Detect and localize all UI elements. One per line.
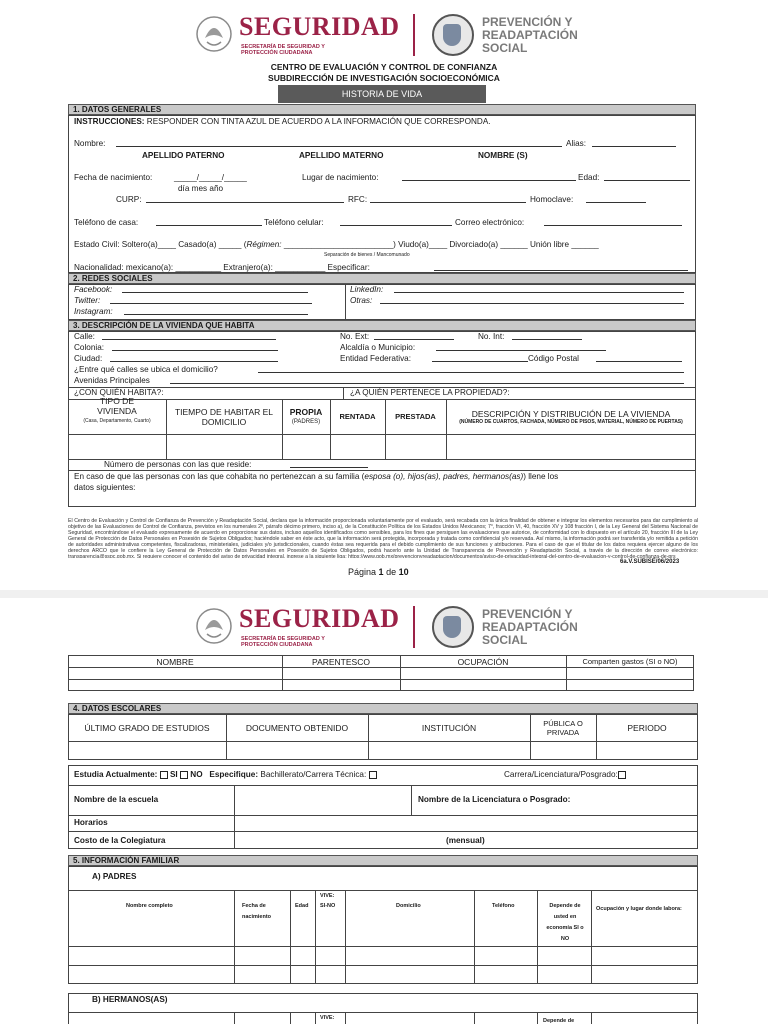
rule bbox=[68, 741, 698, 742]
apellido-materno-caption: APELLIDO MATERNO bbox=[299, 151, 384, 160]
lugar-nac-field[interactable] bbox=[402, 173, 576, 181]
padres-box bbox=[68, 866, 698, 984]
col-descripcion: DESCRIPCIÓN Y DISTRIBUCIÓN DE LA VIVIENDA (NÚMERO DE CUARTOS, FACHADA, NÚMERO DE PISOS, MATERIAL, NÚMERO DE PUERTAS) bbox=[459, 408, 683, 425]
fam-col-domicilio: Domicilio bbox=[396, 903, 421, 909]
si-checkbox[interactable] bbox=[160, 771, 168, 779]
cp-field[interactable] bbox=[596, 354, 682, 362]
twitter-label: Twitter: bbox=[74, 296, 101, 305]
caso-text: En caso de que las personas con las que cohabita no pertenezcan a su familia (esposa (o), hijos(as), padres, hermanos(as)) llene los bbox=[74, 472, 559, 481]
cohab-col-gastos: Comparten gastos (SI o NO) bbox=[582, 656, 678, 666]
prevencion-logo-text: PREVENCIÓN Y READAPTACIÓN SOCIAL bbox=[482, 15, 578, 55]
horarios-label: Horarios bbox=[74, 818, 108, 827]
section-2-divider bbox=[345, 284, 346, 320]
dia-mes-anio-caption: día mes año bbox=[178, 184, 224, 193]
fecha-nac-field[interactable]: _____/_____/_____ bbox=[174, 173, 247, 182]
header-line-1: CENTRO DE EVALUACIÓN Y CONTROL DE CONFIANZA bbox=[270, 62, 498, 72]
rule bbox=[68, 785, 698, 786]
rule bbox=[68, 946, 698, 947]
esc-col-documento: DOCUMENTO OBTENIDO bbox=[245, 723, 349, 733]
nacionalidad: Nacionalidad: mexicano(a): __________ Extranjero(a): ___________ Especificar: bbox=[74, 263, 370, 272]
coat-of-arms-icon bbox=[195, 12, 233, 56]
fam-col-depende: Depende de usted en economía SI o NO bbox=[546, 903, 584, 942]
section-2-title: 2. REDES SOCIALES bbox=[68, 273, 696, 284]
esc-col-publica: PÚBLICA O PRIVADA bbox=[543, 719, 583, 737]
brand-title: SEGURIDAD bbox=[239, 604, 400, 633]
section-1-title: 1. DATOS GENERALES bbox=[68, 104, 696, 115]
cohab-col-ocupacion: OCUPACIÓN bbox=[457, 656, 509, 667]
rule bbox=[68, 965, 698, 966]
linkedin-field[interactable] bbox=[394, 285, 684, 293]
fam-col-telefono: Teléfono bbox=[492, 903, 515, 909]
col-rentada: RENTADA bbox=[339, 412, 376, 421]
col-tipo-vivienda: TIPO DE VIVIENDA (Casa, Departamento, Cuarto) bbox=[83, 396, 151, 424]
page-separator bbox=[0, 590, 768, 598]
rule bbox=[234, 1012, 235, 1024]
rule bbox=[68, 679, 694, 680]
estudia-row: Estudia Actualmente: SI NO Especifique: Bachillerato/Carrera Técnica: bbox=[74, 770, 377, 780]
fam-col-fecha: Fecha de nacimiento bbox=[242, 903, 272, 920]
rule bbox=[68, 815, 698, 816]
fam-col-edad: Edad bbox=[295, 903, 309, 909]
entre-calles-label: ¿Entre qué calles se ubica el domicilio? bbox=[74, 365, 218, 374]
rule bbox=[315, 1012, 316, 1024]
instagram-label: Instagram: bbox=[74, 307, 113, 316]
herm-col-vive: VIVE: bbox=[320, 1015, 335, 1021]
nombre-lic-label: Nombre de la Licenciatura o Posgrado: bbox=[418, 795, 571, 804]
con-quien-label: ¿CON QUIÉN HABITA?: bbox=[74, 388, 164, 397]
nombre-field[interactable] bbox=[116, 139, 562, 147]
header-logos-p2 bbox=[195, 600, 585, 660]
entidad-field[interactable] bbox=[432, 354, 528, 362]
correo-label: Correo electrónico: bbox=[455, 218, 525, 227]
form-code: 6a.V.SUBISE/06/2023 bbox=[620, 559, 680, 565]
colonia-field[interactable] bbox=[112, 343, 278, 351]
fam-col-nombre: Nombre completo bbox=[126, 903, 173, 909]
carrera-option: Carrera/Licenciatura/Posgrado: bbox=[504, 770, 626, 780]
brand-title: SEGURIDAD bbox=[239, 12, 400, 41]
rfc-label: RFC: bbox=[348, 195, 368, 204]
no-int-field[interactable] bbox=[512, 332, 582, 340]
prs-seal-icon bbox=[432, 606, 474, 648]
alias-field[interactable] bbox=[592, 139, 676, 147]
no-ext-field[interactable] bbox=[374, 332, 454, 340]
rule bbox=[345, 890, 346, 984]
num-personas-label: Número de personas con las que reside: bbox=[104, 460, 252, 469]
header-logos bbox=[195, 8, 585, 68]
rule bbox=[68, 831, 698, 832]
calle-field[interactable] bbox=[102, 332, 276, 340]
caso-text-2: datos siguientes: bbox=[74, 483, 136, 492]
herm-col-depende: Depende de bbox=[543, 1018, 575, 1024]
no-int-label: No. Int: bbox=[478, 332, 505, 341]
rule bbox=[68, 890, 698, 891]
coat-of-arms-icon bbox=[195, 604, 233, 648]
rule bbox=[343, 387, 344, 399]
rule bbox=[474, 890, 475, 984]
section-5-title: 5. INFORMACIÓN FAMILIAR bbox=[68, 855, 698, 866]
divider bbox=[413, 606, 415, 648]
tel-cel-label: Teléfono celular: bbox=[264, 218, 324, 227]
divider bbox=[413, 14, 415, 56]
homoclave-field[interactable] bbox=[586, 195, 646, 203]
legal-notice: El Centro de Evaluación y Control de Confianza de Prevención y Readaptación Social, declara que la información proporcionada voluntariamente por el evaluado, será recabada con la única finalidad de obtener e integrar los elementos necesarios para dar cumplimiento al objetivo de las Evaluaciones de Control de Confianza, previstos en los numerales 2º, párrafo décimo primero, inciso a), de la Constitución Política de los Estados Unidos Mexicanos; 7°, fracción VI, 40, fracción XV y 108 fracción I, de la Ley General del Sistema Nacional de Seguridad, encontrándose el evaluado expresamente de acuerdo en proporcionar sus datos, incluso aquellos identificados como sensibles, para los fines que persiguen las evaluaciones que autorice, de conformidad con lo dispuesto en el artículo 20, fracción III de la Ley General de Protección de Datos Personales en Posesión de Sujetos Obligados; haciéndole saber en éste acto, que la información será protegida, incorporada y tratada como confidencial y/o reservada. Así mismo, la información podrá ser transferida y/o remitida a petición de autoridades administrativas competentes, fiscalizadoras, ministeriales, judiciales y/o jurisdiccionales, cuando éstas sea requerida para el debido cumplimiento de sus funciones y atribuciones. Para el caso de que el titular de los datos requiera ejercer alguno de los derechos ARCO que le confiere la Ley General de Protección de Datos Personales en Posesión de Sujetos Obligados, podrá hacerlo ante la Unidad de Transparencia de Prevención y Readaptación Social, a través de la dirección de correo electrónico: transparencia@sspc.gob.mx. Si requiere conocer el contenido del aviso de privacidad integral, ingrese a la siguiente liga: https://www.gob.mx/prevencionyreadaptacion/documentos/aviso-de-privacidad-integral-del-centro-de-evaluacion-y-control-de-confianza-de-prs bbox=[68, 518, 698, 558]
rule bbox=[315, 890, 316, 984]
alias-label: Alias: bbox=[566, 139, 587, 148]
apellido-paterno-caption: APELLIDO PATERNO bbox=[142, 151, 225, 160]
carrera-checkbox[interactable] bbox=[618, 771, 626, 779]
colonia-label: Colonia: bbox=[74, 343, 105, 352]
a-quien-label: ¿A QUIÉN PERTENECE LA PROPIEDAD?: bbox=[350, 388, 510, 397]
col-propia: PROPIA (PADRES) bbox=[289, 407, 323, 425]
fam-col-vive: VIVE: bbox=[320, 893, 335, 899]
esc-col-institucion: INSTITUCIÓN bbox=[421, 723, 477, 733]
ciudad-label: Ciudad: bbox=[74, 354, 103, 363]
esc-col-grado: ÚLTIMO GRADO DE ESTUDIOS bbox=[84, 723, 210, 733]
brand-subtitle: SECRETARÍA DE SEGURIDAD Y PROTECCIÓN CIUDADANA bbox=[241, 636, 325, 648]
cp-label: Código Postal bbox=[528, 354, 579, 363]
avenidas-label: Avenidas Principales bbox=[74, 376, 150, 385]
fam-col-sino: SI-NO bbox=[320, 903, 336, 909]
otras-label: Otras: bbox=[350, 296, 373, 305]
avenidas-field[interactable] bbox=[170, 376, 684, 384]
rule bbox=[68, 434, 696, 435]
tel-casa-label: Teléfono de casa: bbox=[74, 218, 139, 227]
nombres-caption: NOMBRE (S) bbox=[478, 151, 528, 160]
rule bbox=[591, 890, 592, 984]
section-3-title: 3. DESCRIPCIÓN DE LA VIVIENDA QUE HABITA bbox=[68, 320, 696, 331]
correo-field[interactable] bbox=[544, 218, 682, 226]
col-tiempo: TIEMPO DE HABITAR EL DOMICILIO bbox=[174, 407, 274, 427]
rule bbox=[537, 1012, 538, 1024]
lugar-nac-label: Lugar de nacimiento: bbox=[302, 173, 379, 182]
homoclave-label: Homoclave: bbox=[530, 195, 574, 204]
fecha-nac-label: Fecha de nacimiento: bbox=[74, 173, 153, 182]
edad-label: Edad: bbox=[578, 173, 600, 182]
rule bbox=[68, 470, 696, 471]
facebook-field[interactable] bbox=[122, 285, 308, 293]
prs-seal-icon bbox=[432, 14, 474, 56]
padres-label: A) PADRES bbox=[92, 872, 137, 881]
linkedin-label: LinkedIn: bbox=[350, 285, 384, 294]
rule bbox=[290, 1012, 291, 1024]
hermanos-label: B) HERMANOS(AS) bbox=[92, 995, 168, 1004]
ciudad-field[interactable] bbox=[110, 354, 278, 362]
nombre-label: Nombre: bbox=[74, 139, 106, 148]
tel-casa-field[interactable] bbox=[156, 218, 262, 226]
num-personas-field[interactable] bbox=[290, 460, 368, 468]
alcaldia-field[interactable] bbox=[436, 343, 606, 351]
entidad-label: Entidad Federativa: bbox=[340, 354, 412, 363]
alcaldia-label: Alcaldía o Municipio: bbox=[340, 343, 416, 352]
page-number: Página 1 de 10 bbox=[348, 567, 409, 577]
especificar-field[interactable] bbox=[434, 263, 688, 271]
twitter-field[interactable] bbox=[110, 296, 312, 304]
document-title: HISTORIA DE VIDA bbox=[278, 85, 486, 103]
facebook-label: Facebook: bbox=[74, 285, 113, 294]
col-prestada: PRESTADA bbox=[395, 412, 436, 421]
instagram-field[interactable] bbox=[124, 307, 308, 315]
calle-label: Calle: bbox=[74, 332, 95, 341]
rule bbox=[68, 667, 694, 668]
rule bbox=[591, 1012, 592, 1024]
rule bbox=[345, 1012, 346, 1024]
costo-label: Costo de la Colegiatura bbox=[74, 836, 166, 845]
esc-col-periodo: PERIODO bbox=[627, 723, 667, 733]
rule bbox=[537, 890, 538, 984]
no-ext-label: No. Ext: bbox=[340, 332, 370, 341]
rule bbox=[234, 785, 235, 849]
rule bbox=[474, 1012, 475, 1024]
curp-label: CURP: bbox=[116, 195, 142, 204]
otras-field[interactable] bbox=[380, 296, 684, 304]
tel-cel-field[interactable] bbox=[340, 218, 452, 226]
entre-calles-field[interactable] bbox=[258, 365, 684, 373]
cohab-col-parentesco: PARENTESCO bbox=[312, 656, 370, 667]
cohab-col-nombre: NOMBRE bbox=[156, 656, 194, 667]
rule bbox=[68, 1012, 698, 1013]
estado-civil: Estado Civil: Soltero(a)____ Casado(a) _____ (Régimen: ________________________) Viudo(a)____ Divorciado(a) ______ Unión libre ______ bbox=[74, 240, 599, 249]
instructions: INSTRUCCIONES: RESPONDER CON TINTA AZUL DE ACUERDO A LA INFORMACIÓN QUE CORRESPONDA. bbox=[74, 117, 491, 126]
rule bbox=[234, 890, 235, 984]
mensual-label: (mensual) bbox=[446, 836, 485, 845]
edad-field[interactable] bbox=[604, 173, 690, 181]
fam-col-ocupacion: Ocupación y lugar donde labora: bbox=[596, 906, 682, 912]
curp-field[interactable] bbox=[146, 195, 344, 203]
bachillerato-checkbox[interactable] bbox=[369, 771, 377, 779]
prevencion-logo-text: PREVENCIÓN Y READAPTACIÓN SOCIAL bbox=[482, 607, 578, 647]
section-4-title: 4. DATOS ESCOLARES bbox=[68, 703, 698, 714]
rfc-field[interactable] bbox=[370, 195, 526, 203]
no-checkbox[interactable] bbox=[180, 771, 188, 779]
header-line-2: SUBDIRECCIÓN DE INVESTIGACIÓN SOCIOECONÓMICA bbox=[268, 73, 500, 83]
rule bbox=[290, 890, 291, 984]
brand-subtitle: SECRETARÍA DE SEGURIDAD Y PROTECCIÓN CIUDADANA bbox=[241, 44, 325, 56]
nombre-escuela-label: Nombre de la escuela bbox=[74, 795, 159, 804]
rule bbox=[411, 785, 412, 815]
regimen-note: Separación de bienes / Mancomunado bbox=[324, 252, 410, 258]
